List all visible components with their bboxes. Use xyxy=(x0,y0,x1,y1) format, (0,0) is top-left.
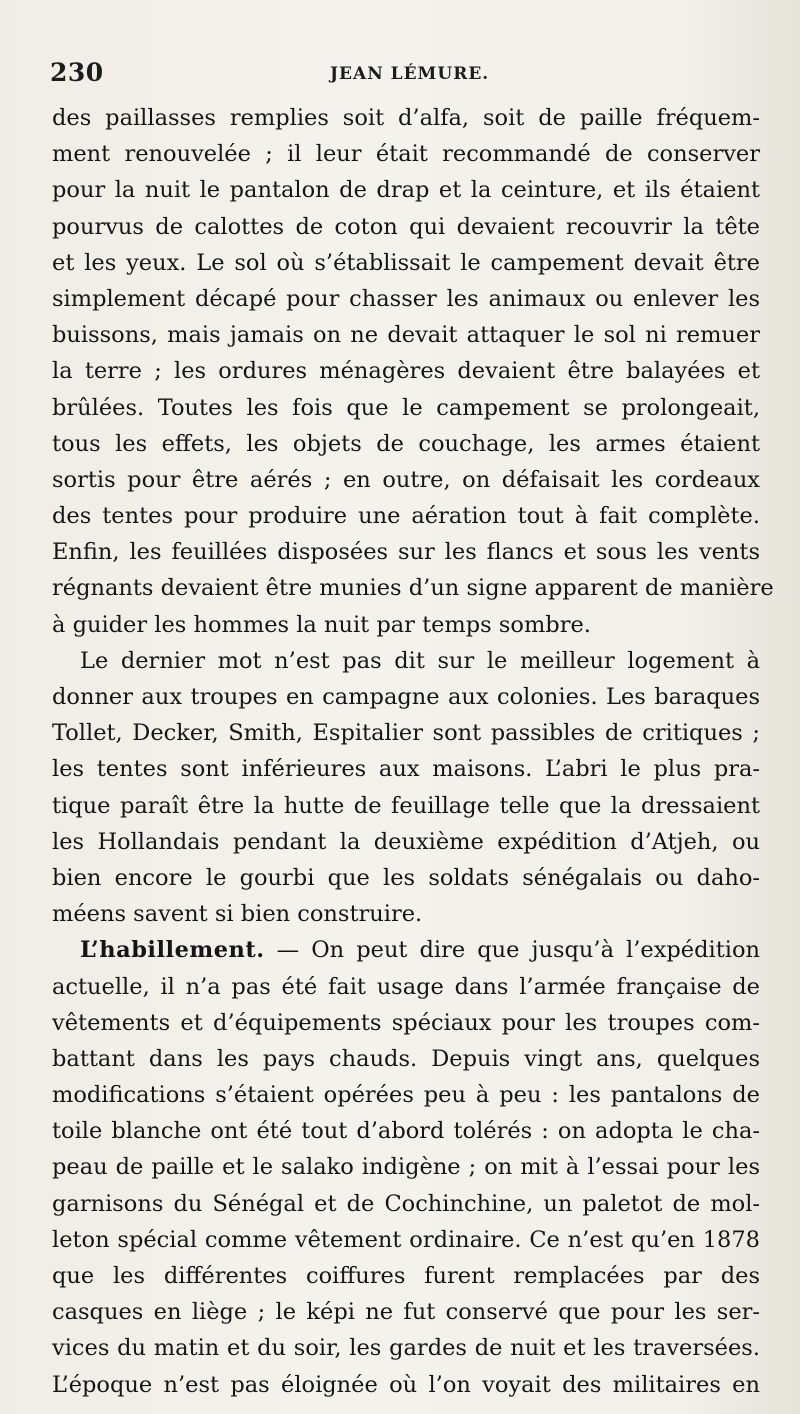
text-line: vêtements et d’équipements spéciaux pour les troupes com- xyxy=(52,1009,760,1036)
section-title: L’habillement. xyxy=(80,937,265,964)
body-text xyxy=(52,100,774,1403)
text-line: la terre ; les ordures ménagères devaient être balayées et xyxy=(52,358,760,385)
text-line: Tollet, Decker, Smith, Espitalier sont passibles de critiques ; xyxy=(52,720,760,747)
text-line: pourvus de calottes de coton qui devaient recouvrir la tête xyxy=(52,213,760,240)
text-line: Enfin, les feuillées disposées sur les flancs et sous les vents xyxy=(52,539,760,566)
text-line: leton spécial comme vêtement ordinaire. Ce n’est qu’en 1878 xyxy=(52,1226,760,1253)
text-line: peau de paille et le salako indigène ; on mit à l’essai pour les xyxy=(52,1154,760,1181)
text-line: que les différentes coiffures furent remplacées par des xyxy=(52,1263,760,1289)
text-line: L’époque n’est pas éloignée où l’on voyait des militaires en xyxy=(52,1371,760,1398)
running-head xyxy=(50,58,760,94)
text-line: vices du matin et du soir, les gardes de nuit et les traversées. xyxy=(52,1335,760,1362)
text-line: les tentes sont inférieures aux maisons. L’abri le plus pra- xyxy=(52,756,760,783)
text-line: garnisons du Sénégal et de Cochinchine, un paletot de mol- xyxy=(52,1190,760,1217)
page-number: 230 xyxy=(50,58,104,87)
text-line: buissons, mais jamais on ne devait attaquer le sol ni remuer xyxy=(52,322,760,349)
text-line: sortis pour être aérés ; en outre, on défaisait les cordeaux xyxy=(52,466,760,493)
text-line: donner aux troupes en campagne aux colonies. Les baraques xyxy=(52,684,760,710)
text-line: les Hollandais pendant la deuxième expédition d’Atjeh, ou xyxy=(52,828,760,855)
text-line: casques en liège ; le képi ne fut conservé que pour les ser- xyxy=(52,1299,760,1326)
text-line: et les yeux. Le sol où s’établissait le campement devait être xyxy=(52,249,760,276)
text-line: régnants devaient être munies d’un signe apparent de manière xyxy=(52,575,774,602)
text-line: méens savent si bien construire. xyxy=(52,901,423,928)
running-title: JEAN LÉMURE. xyxy=(330,64,490,84)
text-line: modifications s’étaient opérées peu à peu : les pantalons de xyxy=(52,1082,760,1109)
text-line: bien encore le gourbi que les soldats sénégalais ou daho- xyxy=(52,864,760,891)
text-line: toile blanche ont été tout d’abord tolérés : on adopta le cha- xyxy=(52,1118,760,1145)
text-line: tique paraît être la hutte de feuillage telle que la dressaient xyxy=(52,792,760,819)
text-line: simplement décapé pour chasser les animaux ou enlever les xyxy=(52,285,760,312)
text-line: battant dans les pays chauds. Depuis vingt ans, quelques xyxy=(52,1045,760,1072)
text-line: des paillasses remplies soit d’alfa, soit de paille fréquem- xyxy=(52,105,760,131)
text-line: des tentes pour produire une aération tout à fait complète. xyxy=(52,503,760,530)
text-line: à guider les hommes la nuit par temps sombre. xyxy=(52,611,591,638)
section-lead: — On peut dire que jusqu’à l’expédition xyxy=(276,937,760,964)
text-line: ment renouvelée ; il leur était recommandé de conserver xyxy=(52,141,760,168)
text-line: actuelle, il n’a pas été fait usage dans l’armée française de xyxy=(52,973,760,1000)
text-line: Le dernier mot n’est pas dit sur le meilleur logement à xyxy=(80,647,760,674)
text-line: brûlées. Toutes les fois que le campement se prolongeait, xyxy=(52,394,760,421)
text-line: pour la nuit le pantalon de drap et la ceinture, et ils étaient xyxy=(52,177,760,204)
section-heading-line xyxy=(52,932,760,968)
text-line: tous les effets, les objets de couchage, les armes étaient xyxy=(52,430,760,457)
